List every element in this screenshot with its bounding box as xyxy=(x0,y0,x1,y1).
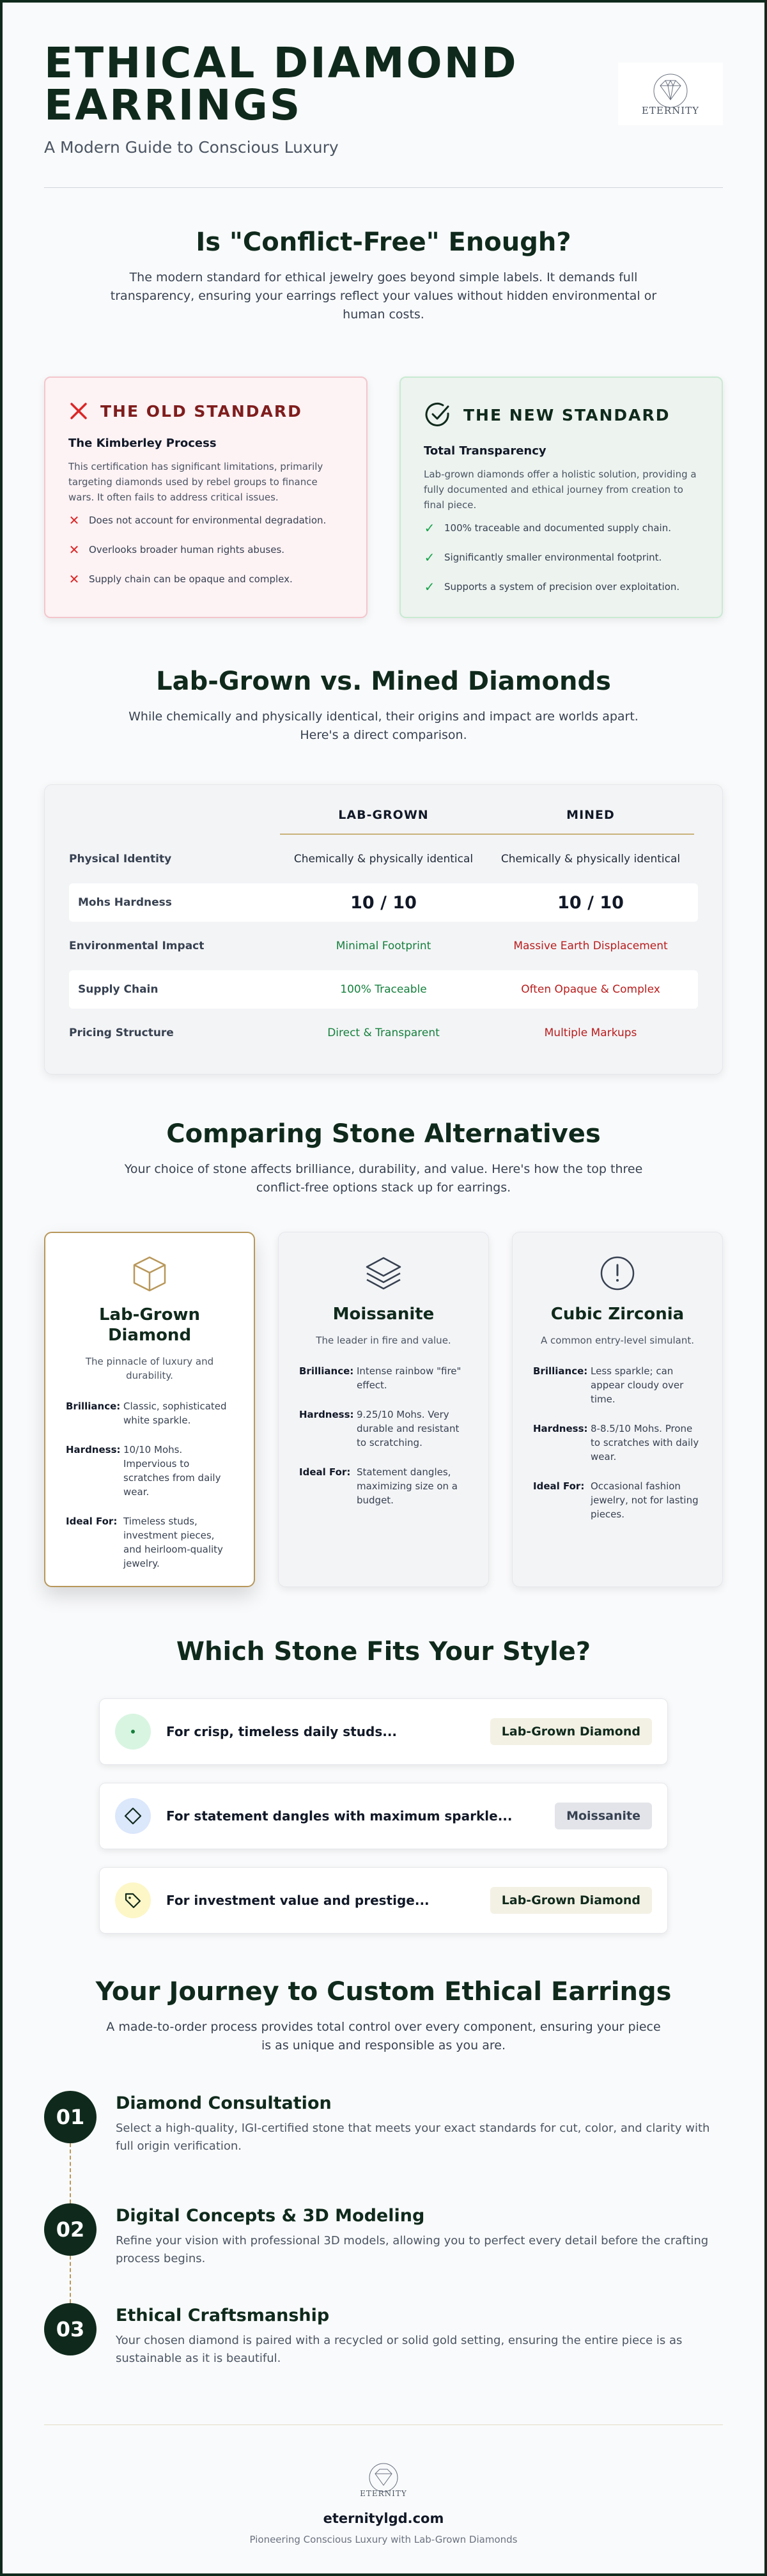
page-header xyxy=(44,3,723,157)
comparison-table xyxy=(44,784,723,1075)
standards-cards xyxy=(44,376,723,618)
col-header-lab-grown: LAB-GROWN xyxy=(280,808,487,835)
style-fit-section xyxy=(44,1637,723,1934)
intro-title: Is "Conflict-Free" Enough? xyxy=(196,228,571,257)
stone-tagline: The leader in fire and value. xyxy=(316,1335,451,1346)
stone-card-lab-grown: Lab-Grown Diamond The pinnacle of luxury and durability. Brilliance: Classic, sophisticated white sparkle. Hardness: 10/10 Mohs. Impervious to scratches from daily wear. Ideal For: Timeless studs, investment pieces, and heirloom-quality jewelry. xyxy=(44,1232,255,1587)
stones-desc: Your choice of stone affects brilliance, durability, and value. Here's how the top three conflict-free options stack up for earrings. xyxy=(124,1162,643,1195)
old-standard-text: This certification has significant limitations, primarily targeting diamonds used by rebel groups to finance wars. It often fails to address critical issues. xyxy=(68,461,323,503)
step-title: Ethical Craftsmanship xyxy=(116,2306,330,2325)
check-mark-icon: ✓ xyxy=(424,550,435,565)
old-standard-card xyxy=(44,376,368,618)
stone-tagline: A common entry-level simulant. xyxy=(541,1335,694,1346)
style-fit-answer-badge: Moissanite xyxy=(555,1803,652,1829)
style-fit-item[interactable] xyxy=(99,1698,668,1765)
intro-section xyxy=(44,228,723,324)
journey-desc: A made-to-order process provides total control over every component, ensuring your piece is as unique and responsible as you are. xyxy=(106,2020,661,2052)
journey-step xyxy=(44,2303,723,2384)
page-title: ETHICAL DIAMOND EARRINGS xyxy=(44,38,518,130)
alert-circle-icon xyxy=(598,1254,637,1292)
new-standard-card xyxy=(399,376,723,618)
old-standard-title: THE OLD STANDARD xyxy=(100,401,302,421)
stone-name: Lab-Grown Diamond xyxy=(98,1305,201,1345)
header-divider xyxy=(44,187,723,188)
layers-icon xyxy=(364,1254,403,1292)
check-circle-icon xyxy=(424,401,452,429)
journey-section xyxy=(44,1977,723,2384)
stones-title: Comparing Stone Alternatives xyxy=(166,1119,601,1149)
stone-name: Cubic Zirconia xyxy=(550,1305,685,1324)
stone-tagline: The pinnacle of luxury and durability. xyxy=(85,1356,214,1381)
step-number: 03 xyxy=(44,2303,97,2355)
new-standard-subtitle: Total Transparency xyxy=(424,444,546,458)
journey-steps xyxy=(44,2091,723,2384)
page-footer xyxy=(44,2461,723,2545)
stone-card-cubic-zirconia: Cubic Zirconia A common entry-level simulant. Brilliance: Less sparkle; can appear cloudy over time. Hardness: 8-8.5/10 Mohs. Prone to scratches with daily wear. Ideal For: Occasional fashion jewelry, not for lasting pieces. xyxy=(512,1232,723,1587)
list-item: ✓ Supports a system of precision over exploitation. xyxy=(424,579,680,594)
list-item: ✕ Does not account for environmental degradation. xyxy=(68,513,327,528)
step-number: 02 xyxy=(44,2203,97,2256)
x-mark-icon: ✕ xyxy=(68,571,80,587)
intro-desc: The modern standard for ethical jewelry goes beyond simple labels. It demands full transparency, ensuring your earrings reflect your values without hidden environmental or human costs. xyxy=(110,270,657,322)
footer-logo xyxy=(44,2461,723,2498)
list-item: ✕ Supply chain can be opaque and complex. xyxy=(68,571,293,587)
diamond-logo-icon xyxy=(644,72,697,109)
tag-icon xyxy=(115,1882,151,1918)
brand-logo xyxy=(618,63,723,125)
check-mark-icon: ✓ xyxy=(424,579,435,594)
table-header xyxy=(69,808,698,835)
step-connector xyxy=(70,2256,71,2303)
style-fit-item[interactable] xyxy=(99,1867,668,1934)
new-standard-text: Lab-grown diamonds offer a holistic solution, providing a fully documented and ethical journey from creation to final piece. xyxy=(424,469,697,511)
style-fit-question: For investment value and prestige... xyxy=(166,1893,430,1908)
step-title: Diamond Consultation xyxy=(116,2093,332,2113)
check-mark-icon: ✓ xyxy=(424,520,435,536)
old-standard-subtitle: The Kimberley Process xyxy=(68,437,217,450)
cube-icon xyxy=(132,1255,167,1293)
x-icon xyxy=(68,401,89,421)
x-mark-icon: ✕ xyxy=(68,513,80,528)
list-item: ✓ Significantly smaller environmental footprint. xyxy=(424,550,662,565)
col-header-mined: MINED xyxy=(487,808,694,835)
table-row: Environmental Impact Minimal Footprint Massive Earth Displacement xyxy=(69,940,668,952)
comparison-section xyxy=(44,667,723,1075)
step-desc: Refine your vision with professional 3D models, allowing you to perfect every detail before the crafting process begins. xyxy=(116,2234,709,2265)
style-fit-item[interactable] xyxy=(99,1783,668,1849)
page-subtitle: A Modern Guide to Conscious Luxury xyxy=(44,138,339,157)
new-standard-title: THE NEW STANDARD xyxy=(463,405,670,424)
table-row: Physical Identity Chemically & physically identical Chemically & physically identical xyxy=(69,853,681,865)
style-fit-question: For crisp, timeless daily studs... xyxy=(166,1724,398,1739)
table-row: Mohs Hardness 10 / 10 10 / 10 xyxy=(69,883,698,922)
list-item: ✓ 100% traceable and documented supply chain. xyxy=(424,520,671,536)
footer-site-link[interactable]: eternitylgd.com xyxy=(323,2511,444,2526)
table-row: Supply Chain 100% Traceable Often Opaque & Complex xyxy=(69,970,698,1009)
diamond-icon xyxy=(115,1798,151,1834)
style-fit-title: Which Stone Fits Your Style? xyxy=(176,1637,591,1666)
step-connector xyxy=(70,2143,71,2203)
journey-title: Your Journey to Custom Ethical Earrings xyxy=(95,1977,672,2006)
step-title: Digital Concepts & 3D Modeling xyxy=(116,2206,425,2226)
stone-card-moissanite: Moissanite The leader in fire and value. Brilliance: Intense rainbow "fire" effect. Hardness: 9.25/10 Mohs. Very durable and resistant to scratching. Ideal For: Statement dangles, maximizing size on a budget. xyxy=(278,1232,489,1587)
logo-text: ETERNITY xyxy=(641,105,700,116)
style-fit-answer-badge: Lab-Grown Diamond xyxy=(490,1887,652,1914)
table-row: Pricing Structure Direct & Transparent Multiple Markups xyxy=(69,1027,637,1039)
list-item: ✕ Overlooks broader human rights abuses. xyxy=(68,542,285,557)
step-desc: Your chosen diamond is paired with a recycled or solid gold setting, ensuring the entire piece is as sustainable as it is beautiful. xyxy=(116,2334,683,2365)
diamond-logo-icon xyxy=(363,2461,404,2493)
style-fit-answer-badge: Lab-Grown Diamond xyxy=(490,1718,652,1745)
comparison-title: Lab-Grown vs. Mined Diamonds xyxy=(156,667,611,696)
footer-logo-text: ETERNITY xyxy=(360,2489,407,2498)
step-desc: Select a high-quality, IGI-certified stone that meets your exact standards for cut, color, and clarity with full origin verification. xyxy=(116,2122,710,2153)
footer-tagline: Pioneering Conscious Luxury with Lab-Grown Diamonds xyxy=(249,2534,518,2545)
stone-name: Moissanite xyxy=(332,1305,435,1324)
comparison-desc: While chemically and physically identical, their origins and impact are worlds apart. Here's a direct comparison. xyxy=(128,710,639,742)
step-number: 01 xyxy=(44,2091,97,2143)
dot-icon xyxy=(115,1714,151,1750)
journey-step xyxy=(44,2203,723,2303)
journey-step xyxy=(44,2091,723,2203)
style-fit-question: For statement dangles with maximum sparkle... xyxy=(166,1808,513,1824)
x-mark-icon: ✕ xyxy=(68,542,80,557)
stones-section xyxy=(44,1119,723,1587)
